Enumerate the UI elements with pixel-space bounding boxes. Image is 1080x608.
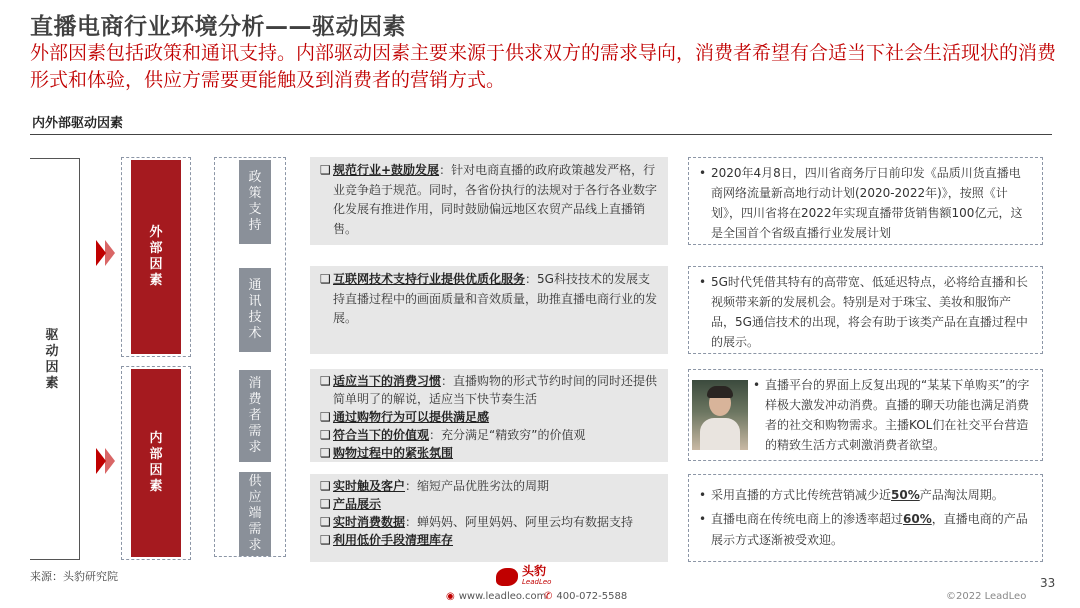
section-label: 内外部驱动因素	[32, 116, 124, 131]
list-item	[320, 426, 660, 444]
policy-example-text: 2020年4月8日，四川省商务厅日前印发《品质川货直播电商网络流量新高地行动计划(2020-2022年)》，按照《计划》，四川省将在2022年实现直播带货销售额100亿元，这是全国首个省级直播行业发展计划	[711, 166, 1023, 240]
photo-body-shape	[700, 418, 740, 450]
internal-factor-bar	[131, 369, 181, 557]
list-item	[320, 444, 660, 462]
consumer-content-box	[310, 369, 668, 462]
footer-phone	[544, 591, 627, 602]
bullet-icon: •	[699, 275, 707, 289]
category-consumer-label: 消费者需求	[248, 376, 262, 455]
double-arrow-icon	[96, 240, 118, 266]
list-item	[320, 372, 660, 408]
list-item	[320, 513, 660, 531]
checkbox-icon: ❑	[320, 428, 331, 442]
list-item	[320, 495, 660, 513]
checkbox-icon: ❑	[320, 374, 331, 388]
category-telecom	[239, 268, 271, 352]
bullet-icon: •	[753, 378, 761, 392]
consumer-item-heading: 适应当下的消费习惯	[333, 374, 442, 388]
list-item	[320, 531, 660, 549]
logo-cn-text: 头豹	[522, 564, 547, 578]
category-supply-label: 供应端需求	[248, 474, 262, 553]
globe-icon: ◉	[446, 591, 455, 602]
internal-factor-label: 内部因素	[149, 431, 163, 494]
policy-content-box	[310, 157, 668, 245]
supply-example-figure: 50%	[891, 488, 920, 502]
category-policy-label: 政策支持	[248, 170, 262, 233]
telecom-content-box	[310, 266, 668, 354]
supply-item-heading: 产品展示	[333, 497, 382, 511]
supply-example-text: 直播电商在传统电商上的渗透率超过	[711, 512, 904, 526]
telecom-body: ：5G科技技术的发展支持直播过程中的画面质量和音效质量，助推直播电商行业的发展。	[333, 272, 658, 325]
external-factor-label: 外部因素	[149, 225, 163, 288]
leopard-logo-icon	[496, 568, 518, 586]
photo-hair-shape	[707, 386, 733, 398]
supply-example-text: 产品淘汰周期。	[919, 488, 1004, 502]
external-factor-bar	[131, 160, 181, 354]
page-title: 直播电商行业环境分析——驱动因素	[30, 14, 406, 40]
section-divider	[30, 134, 1052, 135]
checkbox-icon: ❑	[320, 515, 331, 529]
supply-content-box	[310, 474, 668, 562]
footer-website[interactable]	[446, 591, 546, 602]
bullet-icon: •	[699, 512, 707, 526]
consumer-item-body: ：充分满足“精致穷”的价值观	[429, 428, 586, 442]
consumer-item-heading: 购物过程中的紧张氛围	[333, 446, 454, 460]
consumer-item-heading: 符合当下的价值观	[333, 428, 430, 442]
checkbox-icon: ❑	[320, 410, 331, 424]
supply-example-box	[688, 474, 1043, 562]
supply-example-text: ，直播电商的产品展示方式逐渐被受欢迎。	[711, 512, 1028, 547]
source-note: 来源：头豹研究院	[30, 570, 118, 583]
livestreamer-photo	[692, 380, 748, 450]
list-item	[699, 485, 1032, 506]
telecom-example-box	[688, 266, 1043, 354]
phone-icon: ✆	[544, 591, 553, 602]
double-arrow-icon	[96, 448, 118, 474]
checkbox-icon: ❑	[320, 163, 331, 177]
telecom-example-text: 5G时代凭借其特有的高带宽、低延迟特点，必将给直播和长视频带来新的发展机会。特别是对于珠宝、美妆和服饰产品，5G通信技术的出现，将会有助于该类产品在直播过程中的展示。	[711, 275, 1028, 349]
consumer-example-text: 直播平台的界面上反复出现的“某某下单购买”的字样极大激发冲动消费。直播的聊天功能也满足消费者的社交和购物需求。主播KOL们在社交平台营造的精致生活方式刺激消费者欲望。	[765, 378, 1030, 452]
page-subtitle: 外部因素包括政策和通讯支持。内部驱动因素主要来源于供求双方的需求导向，消费者希望有合适当下社会生活现状的消费形式和体验，供应方需要更能触及到消费者的营销方式。	[30, 42, 1057, 91]
supply-item-heading: 实时消费数据	[333, 515, 406, 529]
checkbox-icon: ❑	[320, 497, 331, 511]
list-item	[320, 477, 660, 495]
checkbox-icon: ❑	[320, 272, 331, 286]
category-supply	[239, 472, 271, 556]
list-item	[320, 408, 660, 426]
checkbox-icon: ❑	[320, 446, 331, 460]
checkbox-icon: ❑	[320, 479, 331, 493]
drive-factors-label: 驱动因素	[45, 328, 59, 391]
checkbox-icon: ❑	[320, 533, 331, 547]
list-item	[699, 509, 1032, 551]
supply-item-body: ：蝉妈妈、阿里妈妈、阿里云均有数据支持	[405, 515, 634, 529]
category-telecom-label: 通讯技术	[248, 278, 262, 341]
bullet-icon: •	[699, 488, 707, 502]
policy-heading: 规范行业+鼓励发展	[333, 163, 440, 177]
supply-item-heading: 实时触及客户	[333, 479, 406, 493]
policy-example-box	[688, 157, 1043, 245]
supply-example-text: 采用直播的方式比传统营销减少近	[711, 488, 892, 502]
telecom-heading: 互联网技术支持行业提供优质化服务	[333, 272, 526, 286]
leadleo-logo	[496, 566, 576, 588]
logo-en-text: LeadLeo	[522, 578, 552, 586]
consumer-item-heading: 通过购物行为可以提供满足感	[333, 410, 490, 424]
supply-item-heading: 利用低价手段清理库存	[333, 533, 454, 547]
page-number: 33	[1040, 576, 1056, 590]
copyright: ©2022 LeadLeo	[946, 591, 1027, 602]
policy-body: ：针对电商直播的政府政策越发严格，行业竞争趋于规范。同时，各省份执行的法规对于各行各业数字化发展有推进作用，同时鼓励偏远地区农贸产品线上直播销售。	[333, 163, 658, 236]
supply-example-figure: 60%	[903, 512, 932, 526]
consumer-item-body: ：直播购物的形式节约时间的同时还提供简单明了的解说，适应当下快节奏生活	[333, 374, 658, 406]
category-policy	[239, 160, 271, 244]
website-text: www.leadleo.com	[458, 591, 547, 602]
category-consumer	[239, 370, 271, 462]
bullet-icon: •	[699, 166, 707, 180]
phone-text: 400-072-5588	[556, 591, 628, 602]
supply-item-body: ：缩短产品优胜劣汰的周期	[405, 479, 550, 493]
